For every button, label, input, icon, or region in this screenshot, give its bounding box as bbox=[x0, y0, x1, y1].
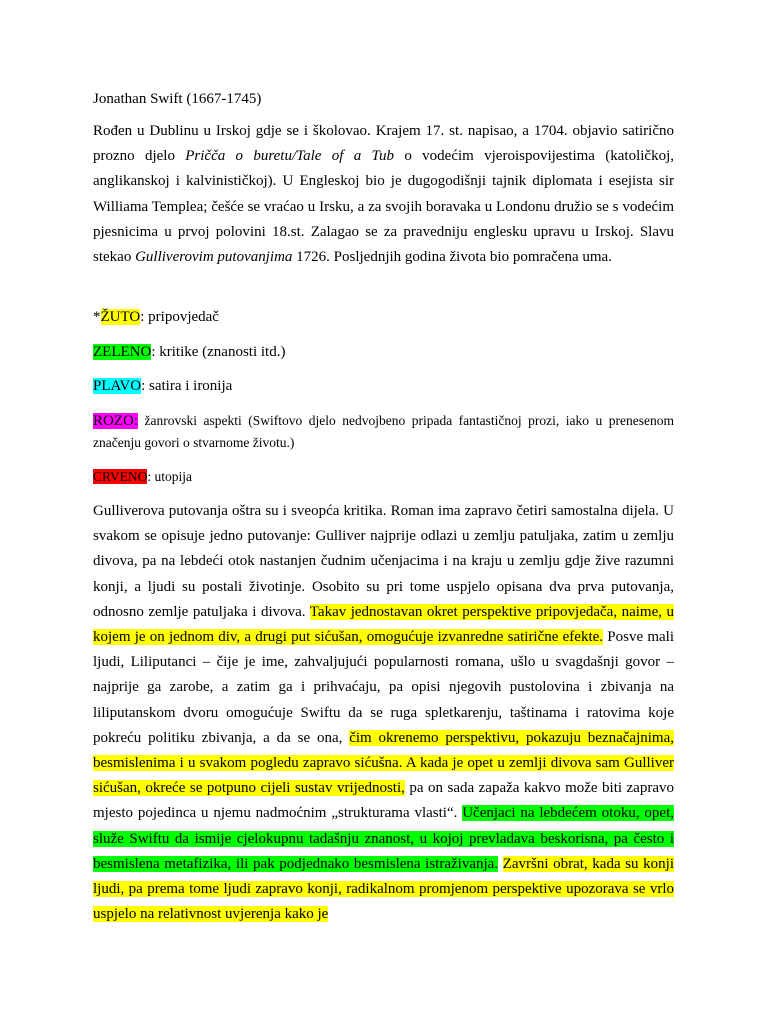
bio-text-2: o vodećim vjeroispovijestima (katoličkoj, anglikanskoj i kalvinističkoj). U Engleskoj bio je dugogodišnji tajnik diplomata i esejista sir Williama Templea; češće se vraćao u Irsku, a za svojih boravaka u Londonu družio se s vodećim pjesnicima u prvoj polovini 18.st. Zalagao se za pravedniju englesku upravu u Irskoj. Slavu stekao bbox=[93, 148, 674, 266]
legend-green-text: : kritike (znanosti itd.) bbox=[151, 344, 286, 360]
body-text-1: Gulliverova putovanja oštra su i sveopća kritika. Roman ima zapravo četiri samostalna dijela. U svakom se opisuje jedno putovanje: Gulliver najprije odlazi u zemlju patuljaka, zatim u zemlju divova, pa na lebdeći otok nastanjen čudnim učenjacima i na kraju u zemlju gdje žive razumni konji, a ljudi su postali životinje. Osobito su pri tome uspjelo opisana dva prva putovanja, odnosno zemlje patuljaka i divova. bbox=[93, 503, 674, 620]
legend-green-label: ZELENO bbox=[93, 344, 152, 360]
title-text: Jonathan Swift (1667-1745) bbox=[93, 91, 262, 107]
work-title-tale-of-a-tub: Pričča o buretu/Tale of a Tub bbox=[185, 148, 395, 165]
document-title bbox=[93, 87, 674, 112]
legend-yellow-label: ŽUTO bbox=[100, 309, 141, 325]
legend-pink bbox=[93, 410, 674, 454]
highlight-critique: Učenjaci na lebdećem otoku, opet, služe Swiftu da ismije cjelokupnu tadašnju znanost, u kojoj prevladava beskorisna, pa često i besmislena metafizika, ili pak podjednako besmislena istraživanja. bbox=[93, 805, 674, 872]
bio-text-1: Rođen u Dublinu u Irskoj gdje se i školovao. Krajem 17. st. napisao, a 1704. objavio satirično prozno djelo bbox=[93, 123, 674, 165]
legend-red-text: : utopija bbox=[147, 469, 193, 484]
body-text-3: pa on sada zapaža kakvo može biti zapravo mjesto pojedinca u njemu nadmoćnim „strukturama vlasti“. bbox=[93, 780, 674, 822]
legend-red-label: CRVENO bbox=[93, 469, 148, 484]
legend-yellow-text: : pripovjedač bbox=[140, 309, 219, 325]
highlight-narrator-1: Takav jednostavan okret perspektive pripovjedača, naime, u kojem je on jednom div, a drugi put sićušan, omogućuje izvanredne satirične efekte. bbox=[93, 603, 674, 646]
legend-blue-label: PLAVO bbox=[93, 378, 142, 394]
legend-red bbox=[93, 466, 674, 488]
legend-blue bbox=[93, 374, 674, 399]
highlight-narrator-3: Završni obrat, kada su konji ljudi, pa prema tome ljudi zapravo konji, radikalnom promjenom perspektive upozorava se vrlo uspjelo na relativnost uvjerenja kako je bbox=[93, 855, 674, 923]
legend-yellow bbox=[93, 305, 674, 330]
work-title-gulliver: Gulliverovim putovanjima bbox=[135, 249, 293, 266]
body-text-4 bbox=[498, 856, 503, 872]
legend-pink-label: ROZO: bbox=[93, 413, 138, 429]
biography-paragraph bbox=[93, 119, 674, 270]
bio-text-3: 1726. Posljednjih godina života bio pomračena uma. bbox=[292, 249, 612, 266]
legend-blue-text: : satira i ironija bbox=[141, 378, 233, 394]
body-text-2: Posve mali ljudi, Liliputanci – čije je ime, zahvaljujući popularnosti romana, ušlo u svagdašnji govor – najprije ga zarobe, a zatim ga i prihvaćaju, pa opisi njegovih pustolovina i zbivanja na liliputanskom dvoru omogućuje Swiftu da se ruga spletkarenju, taštinama i ratovima koje pokreću politiku zbivanja, a da se ona, bbox=[93, 629, 675, 746]
highlight-narrator-2: čim okrenemo perspektivu, pokazuju beznačajnima, besmislenima i u svakom pogledu zapravo sićušna. A kada je opet u zemlji divova sam Gulliver sićušan, okreće se potpuno cijeli sustav vrijednosti, bbox=[93, 729, 674, 797]
legend-pink-text: žanrovski aspekti (Swiftovo djelo nedvojbeno pripada fantastičnoj prozi, iako u prenesenom značenju govori o stvarnome životu.) bbox=[93, 413, 674, 450]
main-body-paragraph bbox=[93, 499, 674, 927]
legend-green bbox=[93, 340, 674, 365]
legend-yellow-prefix: * bbox=[93, 309, 101, 325]
